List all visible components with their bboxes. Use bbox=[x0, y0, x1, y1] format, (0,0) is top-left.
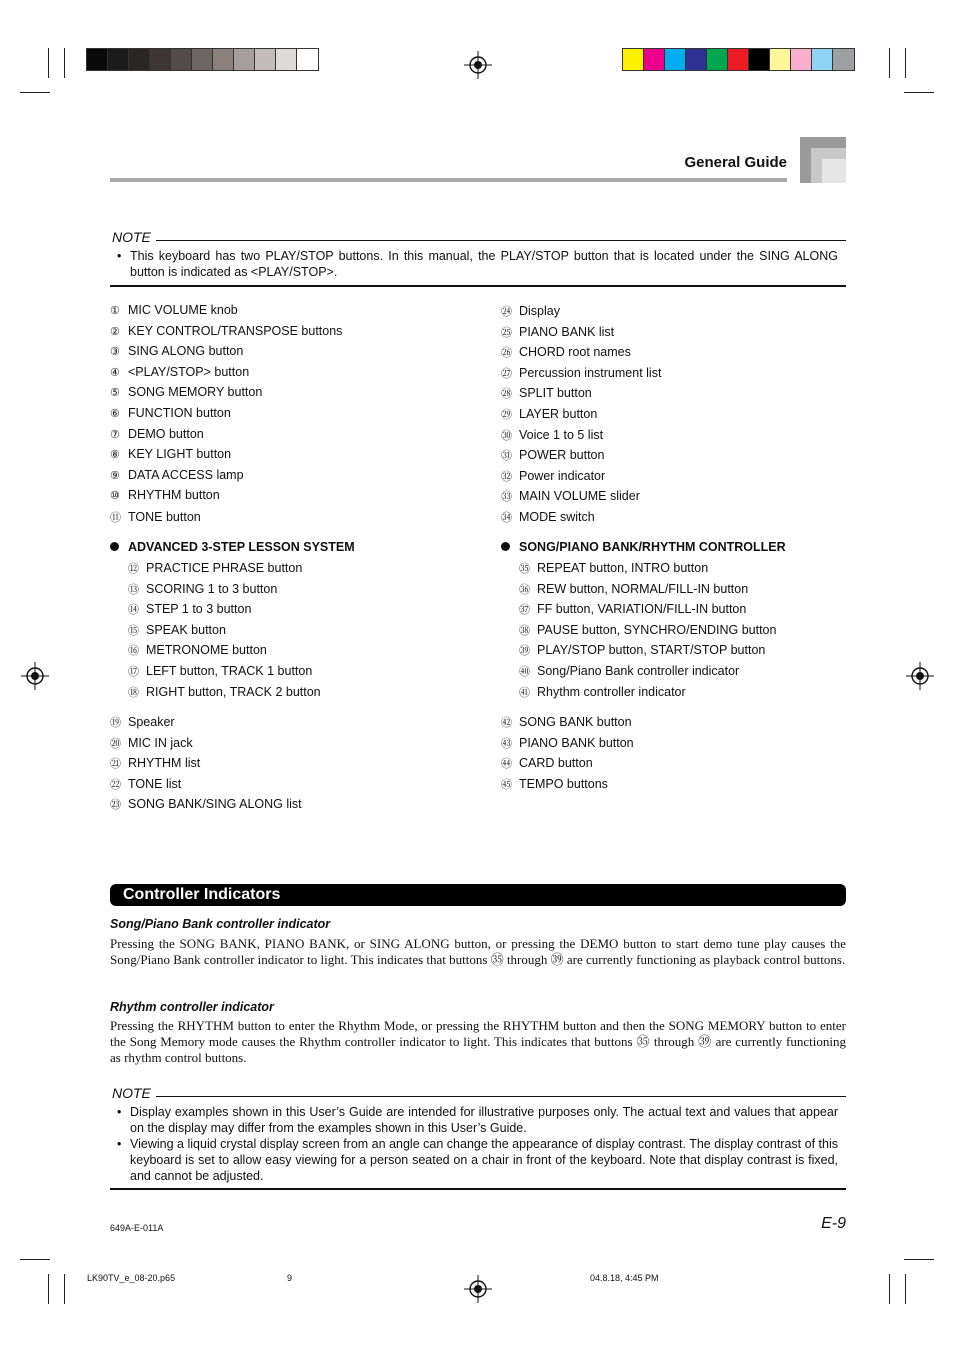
file-page: 9 bbox=[287, 1273, 293, 1283]
item-label: SONG BANK/SING ALONG list bbox=[128, 797, 302, 812]
note-item: • Display examples shown in this User’s Guide are intended for illustrative purposes only. The actual text and values that appear on the display may differ from the examples shown in this User’s Guide. bbox=[110, 1104, 838, 1136]
item-number: ㉑ bbox=[110, 758, 121, 771]
list-item bbox=[501, 468, 605, 484]
list-item bbox=[110, 447, 231, 461]
item-number: ㊶ bbox=[519, 686, 530, 699]
item-number: ㊳ bbox=[519, 624, 530, 637]
item-label: TONE list bbox=[128, 776, 182, 791]
list-item bbox=[128, 642, 267, 658]
registration-mark-icon bbox=[464, 1275, 492, 1303]
note-text bbox=[110, 248, 838, 280]
item-number: ㉞ bbox=[501, 512, 512, 524]
color-bar bbox=[622, 48, 855, 71]
list-item bbox=[501, 447, 604, 463]
item-number: ㊸ bbox=[501, 737, 512, 750]
color-swatch bbox=[213, 49, 234, 70]
item-label: MAIN VOLUME slider bbox=[519, 489, 640, 504]
item-number: ⑨ bbox=[110, 469, 120, 482]
color-swatch bbox=[749, 49, 770, 70]
color-swatch bbox=[234, 49, 255, 70]
item-number: ③ bbox=[110, 346, 120, 359]
note-text bbox=[110, 1104, 838, 1184]
list-item bbox=[501, 427, 603, 443]
item-label: Song/Piano Bank controller indicator bbox=[537, 664, 740, 678]
list-item bbox=[110, 509, 201, 525]
item-label: DATA ACCESS lamp bbox=[128, 467, 244, 482]
item-label: SCORING 1 to 3 button bbox=[146, 581, 278, 596]
item-label: Speaker bbox=[128, 715, 175, 729]
list-item bbox=[110, 324, 342, 338]
item-label: RHYTHM list bbox=[128, 756, 201, 771]
note-top-rule bbox=[156, 240, 846, 241]
list-item bbox=[501, 406, 597, 422]
list-item bbox=[110, 365, 249, 379]
list-item bbox=[110, 303, 238, 317]
item-label: REPEAT button, INTRO button bbox=[537, 561, 709, 575]
list-item bbox=[501, 714, 632, 730]
item-number: ⑮ bbox=[128, 624, 139, 637]
color-swatch bbox=[150, 49, 171, 70]
color-swatch bbox=[108, 49, 129, 70]
note-label: NOTE bbox=[112, 229, 151, 245]
list-item bbox=[501, 303, 560, 319]
color-swatch bbox=[686, 49, 707, 70]
doc-code: 649A-E-011A bbox=[110, 1223, 164, 1233]
item-label: Voice 1 to 5 list bbox=[519, 427, 604, 442]
item-label: Display bbox=[519, 304, 560, 318]
item-number: ㉟ bbox=[519, 563, 530, 575]
item-label: FUNCTION button bbox=[128, 406, 231, 420]
list-item bbox=[519, 581, 748, 597]
item-label: DEMO button bbox=[128, 426, 204, 441]
list-item bbox=[128, 622, 226, 638]
item-number: ㉚ bbox=[501, 429, 512, 442]
item-number: ⑱ bbox=[128, 686, 139, 699]
controller-heading: SONG/PIANO BANK/RHYTHM CONTROLLER bbox=[501, 540, 786, 554]
crop-mark bbox=[20, 92, 50, 93]
color-swatch bbox=[728, 49, 749, 70]
color-swatch bbox=[171, 49, 192, 70]
item-number: ⑲ bbox=[110, 717, 121, 729]
note-item: • Viewing a liquid crystal display screen from an angle can change the appearance of display contrast. The display contrast of this keyboard is set to allow easy viewing for a person seated on a chair in front of the keyboard. Note that display contrast is fixed, and cannot be adjusted. bbox=[110, 1136, 838, 1184]
list-item bbox=[110, 468, 244, 482]
list-item bbox=[501, 776, 608, 792]
lesson-heading: ADVANCED 3-STEP LESSON SYSTEM bbox=[110, 540, 355, 554]
item-number: ㉙ bbox=[501, 409, 512, 421]
item-label: PRACTICE PHRASE button bbox=[146, 561, 303, 575]
list-item bbox=[501, 735, 634, 751]
note-bottom-rule bbox=[110, 285, 846, 287]
crop-mark bbox=[889, 1274, 890, 1304]
list-item bbox=[110, 427, 204, 441]
item-label: STEP 1 to 3 button bbox=[146, 602, 252, 617]
note-bottom-rule bbox=[110, 1188, 846, 1190]
item-label: PIANO BANK list bbox=[519, 324, 615, 339]
file-date: 04.8.18, 4:45 PM bbox=[590, 1273, 659, 1283]
color-swatch bbox=[833, 49, 854, 70]
list-item bbox=[501, 365, 661, 381]
item-number: ㉜ bbox=[501, 470, 512, 483]
item-label: Percussion instrument list bbox=[519, 365, 662, 380]
color-swatch bbox=[87, 49, 108, 70]
crop-mark bbox=[48, 1274, 49, 1304]
page-number: E-9 bbox=[821, 1215, 846, 1232]
list-item bbox=[519, 663, 739, 679]
item-label: KEY CONTROL/TRANSPOSE buttons bbox=[128, 323, 343, 338]
color-swatch bbox=[255, 49, 276, 70]
item-number: ㉝ bbox=[501, 491, 512, 504]
list-item bbox=[110, 714, 175, 730]
list-item bbox=[519, 601, 746, 617]
item-number: ⑪ bbox=[110, 512, 121, 524]
list-item bbox=[110, 344, 243, 358]
item-number: ㊴ bbox=[519, 645, 530, 658]
item-label: METRONOME button bbox=[146, 643, 267, 658]
item-number: ㊷ bbox=[501, 717, 512, 729]
section-title: General Guide bbox=[684, 154, 787, 171]
item-number: ㉒ bbox=[110, 778, 121, 791]
item-label: CARD button bbox=[519, 756, 593, 771]
list-item bbox=[501, 385, 592, 401]
registration-mark-icon bbox=[21, 662, 49, 690]
list-item bbox=[110, 488, 220, 502]
item-label: SPEAK button bbox=[146, 622, 226, 637]
item-number: ⑥ bbox=[110, 408, 120, 420]
item-number: ㉓ bbox=[110, 799, 121, 812]
list-item bbox=[519, 642, 765, 658]
list-item bbox=[128, 663, 312, 679]
item-label: CHORD root names bbox=[519, 345, 631, 360]
list-item bbox=[110, 796, 302, 812]
color-swatch bbox=[192, 49, 213, 70]
registration-mark-icon bbox=[464, 51, 492, 79]
item-label: PAUSE button, SYNCHRO/ENDING button bbox=[537, 622, 777, 637]
list-item bbox=[501, 488, 640, 504]
item-number: ⑯ bbox=[128, 645, 139, 658]
list-item bbox=[110, 385, 262, 399]
list-item bbox=[501, 509, 595, 525]
item-label: TONE button bbox=[128, 510, 201, 524]
item-number: ② bbox=[110, 325, 120, 338]
item-number: ⑫ bbox=[128, 563, 139, 575]
song-indicator-text: Pressing the SONG BANK, PIANO BANK, or SING ALONG button, or pressing the DEMO button to start demo tune play causes the Song/Piano Bank controller indicator to light. This indicates that buttons ㉟ through ㊴ are currently functioning as playback control buttons. bbox=[110, 936, 846, 967]
item-number: ㉛ bbox=[501, 450, 512, 463]
note-item: • This keyboard has two PLAY/STOP buttons. In this manual, the PLAY/STOP button that is located under the SING ALONG button is indicated as <PLAY/STOP>. bbox=[110, 248, 838, 280]
item-label: MODE switch bbox=[519, 510, 595, 524]
item-label: PIANO BANK button bbox=[519, 735, 634, 750]
note-label: NOTE bbox=[112, 1085, 151, 1101]
item-number: ㉔ bbox=[501, 306, 512, 318]
rhythm-indicator-heading: Rhythm controller indicator bbox=[110, 1000, 274, 1014]
item-number: ㊺ bbox=[501, 778, 512, 791]
crop-mark bbox=[64, 48, 65, 78]
item-label: KEY LIGHT button bbox=[128, 447, 232, 462]
item-label: PLAY/STOP button, START/STOP button bbox=[537, 643, 766, 658]
item-number: ㉕ bbox=[501, 326, 512, 339]
item-number: ① bbox=[110, 305, 120, 317]
crop-mark bbox=[904, 1259, 934, 1260]
color-swatch bbox=[129, 49, 150, 70]
item-number: ⑩ bbox=[110, 490, 120, 503]
item-label: MIC VOLUME knob bbox=[128, 303, 238, 317]
color-swatch bbox=[644, 49, 665, 70]
list-item bbox=[519, 560, 708, 576]
item-number: ㊵ bbox=[519, 666, 530, 678]
color-swatch bbox=[707, 49, 728, 70]
item-label: POWER button bbox=[519, 448, 605, 463]
item-label: LAYER button bbox=[519, 407, 598, 421]
note-top-rule bbox=[156, 1096, 846, 1097]
item-label: RHYTHM button bbox=[128, 488, 220, 503]
item-label: FF button, VARIATION/FILL-IN button bbox=[537, 602, 747, 617]
list-item bbox=[501, 755, 593, 771]
list-item bbox=[128, 560, 302, 576]
page-tab bbox=[822, 159, 846, 183]
crop-mark bbox=[48, 48, 49, 78]
list-item bbox=[128, 601, 251, 617]
color-swatch bbox=[665, 49, 686, 70]
item-number: ㊹ bbox=[501, 758, 512, 771]
registration-mark-icon bbox=[906, 662, 934, 690]
grayscale-bar bbox=[86, 48, 319, 71]
color-swatch bbox=[791, 49, 812, 70]
bullet-icon bbox=[110, 542, 119, 551]
item-label: Rhythm controller indicator bbox=[537, 684, 686, 699]
item-number: ㉗ bbox=[501, 367, 512, 380]
crop-mark bbox=[20, 1259, 50, 1260]
list-item bbox=[519, 622, 776, 638]
item-label: MIC IN jack bbox=[128, 735, 193, 750]
item-number: ⑭ bbox=[128, 604, 139, 617]
color-swatch bbox=[623, 49, 644, 70]
item-number: ⑧ bbox=[110, 449, 120, 462]
color-swatch bbox=[770, 49, 791, 70]
list-item bbox=[110, 735, 193, 751]
list-item bbox=[519, 684, 686, 700]
crop-mark bbox=[889, 48, 890, 78]
item-label: SONG BANK button bbox=[519, 715, 632, 729]
item-number: ㉖ bbox=[501, 347, 512, 360]
item-label: LEFT button, TRACK 1 button bbox=[146, 664, 313, 678]
crop-mark bbox=[905, 1274, 906, 1304]
item-label: SONG MEMORY button bbox=[128, 385, 263, 400]
item-number: ㊲ bbox=[519, 604, 530, 617]
color-swatch bbox=[812, 49, 833, 70]
crop-mark bbox=[64, 1274, 65, 1304]
item-number: ④ bbox=[110, 366, 120, 379]
item-label: Power indicator bbox=[519, 468, 606, 483]
bullet-icon bbox=[501, 542, 510, 551]
item-number: ⑰ bbox=[128, 666, 139, 678]
crop-mark bbox=[904, 92, 934, 93]
item-number: ㉘ bbox=[501, 388, 512, 401]
color-swatch bbox=[297, 49, 318, 70]
color-swatch bbox=[276, 49, 297, 70]
list-item bbox=[128, 684, 321, 700]
list-item bbox=[110, 406, 231, 420]
header-rule bbox=[110, 178, 787, 182]
item-number: ㊱ bbox=[519, 583, 530, 596]
item-label: SPLIT button bbox=[519, 386, 592, 401]
item-label: RIGHT button, TRACK 2 button bbox=[146, 684, 321, 699]
item-number: ⑤ bbox=[110, 387, 120, 400]
list-item bbox=[128, 581, 277, 597]
song-indicator-heading: Song/Piano Bank controller indicator bbox=[110, 917, 331, 931]
list-item bbox=[110, 755, 200, 771]
file-name: LK90TV_e_08-20.p65 bbox=[87, 1273, 176, 1283]
rhythm-indicator-text: Pressing the RHYTHM button to enter the Rhythm Mode, or pressing the RHYTHM button and then the SONG MEMORY button to enter the Song Memory mode causes the Rhythm controller indicator to light. This indicates that buttons ㉟ through ㊴ are currently functioning as rhythm control buttons. bbox=[110, 1018, 846, 1065]
list-item bbox=[501, 324, 614, 340]
item-label: REW button, NORMAL/FILL-IN button bbox=[537, 581, 749, 596]
item-number: ⑳ bbox=[110, 737, 121, 750]
list-item bbox=[501, 344, 631, 360]
item-number: ⑦ bbox=[110, 428, 120, 441]
item-label: SING ALONG button bbox=[128, 344, 244, 359]
item-label: <PLAY/STOP> button bbox=[128, 364, 250, 379]
crop-mark bbox=[905, 48, 906, 78]
item-number: ⑬ bbox=[128, 583, 139, 596]
list-item bbox=[110, 776, 181, 792]
section-banner-title: Controller Indicators bbox=[123, 886, 281, 903]
item-label: TEMPO buttons bbox=[519, 776, 608, 791]
